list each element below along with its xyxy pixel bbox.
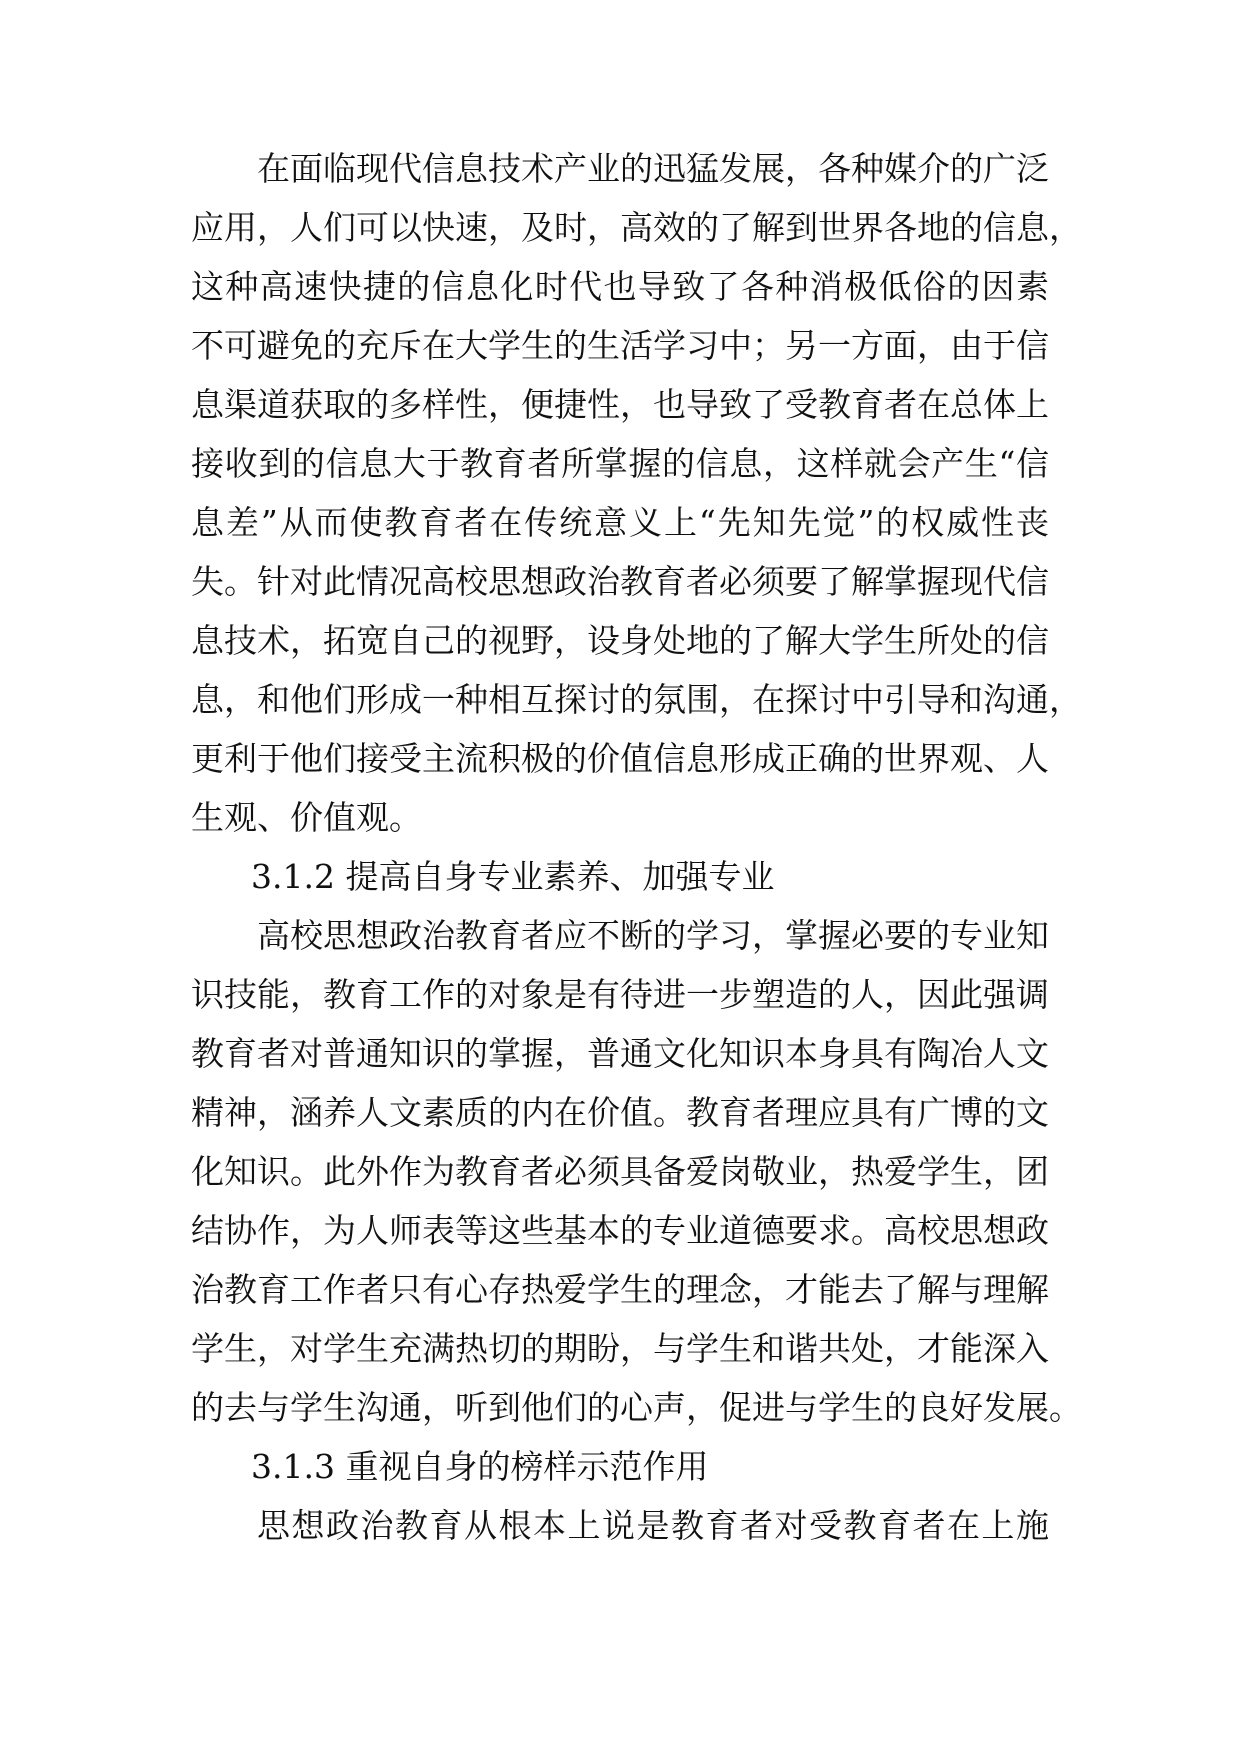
section-heading: 3.1.3 重视自身的榜样示范作用 [251, 1447, 709, 1486]
paragraph-line: 的去与学生沟通，听到他们的心声，促进与学生的良好发展。 [191, 1388, 1082, 1427]
paragraph-line: 学生，对学生充满热切的期盼，与学生和谐共处，才能深入 [191, 1329, 1049, 1368]
paragraph-line: 失。针对此情况高校思想政治教育者必须要了解掌握现代信 [191, 562, 1049, 601]
paragraph-line: 结协作，为人师表等这些基本的专业道德要求。高校思想政 [191, 1211, 1049, 1250]
paragraph-line: 息差”从而使教育者在传统意义上“先知先觉”的权威性丧 [191, 503, 1049, 542]
paragraph-line: 生观、价值观。 [191, 798, 422, 837]
paragraph-line: 思想政治教育从根本上说是教育者对受教育者在上施 [257, 1506, 1049, 1545]
paragraph-line: 高校思想政治教育者应不断的学习，掌握必要的专业知 [257, 916, 1049, 955]
paragraph-line: 息技术，拓宽自己的视野，设身处地的了解大学生所处的信 [191, 621, 1049, 660]
paragraph-line: 这种高速快捷的信息化时代也导致了各种消极低俗的因素 [191, 267, 1049, 306]
paragraph-line: 化知识。此外作为教育者必须具备爱岗敬业，热爱学生，团 [191, 1152, 1049, 1191]
paragraph-line: 不可避免的充斥在大学生的生活学习中；另一方面，由于信 [191, 326, 1049, 365]
paragraph-line: 识技能，教育工作的对象是有待进一步塑造的人，因此强调 [191, 975, 1049, 1014]
paragraph-line: 息渠道获取的多样性，便捷性，也导致了受教育者在总体上 [191, 385, 1049, 424]
section-heading: 3.1.2 提高自身专业素养、加强专业 [251, 857, 775, 896]
paragraph-line: 应用，人们可以快速，及时，高效的了解到世界各地的信息， [191, 208, 1082, 247]
paragraph-line: 在面临现代信息技术产业的迅猛发展，各种媒介的广泛 [257, 149, 1049, 188]
paragraph-line: 治教育工作者只有心存热爱学生的理念，才能去了解与理解 [191, 1270, 1049, 1309]
paragraph-line: 息，和他们形成一种相互探讨的氛围，在探讨中引导和沟通， [191, 680, 1082, 719]
paragraph-line: 精神，涵养人文素质的内在价值。教育者理应具有广博的文 [191, 1093, 1049, 1132]
paragraph-line: 更利于他们接受主流积极的价值信息形成正确的世界观、人 [191, 739, 1049, 778]
paragraph-line: 教育者对普通知识的掌握，普通文化知识本身具有陶冶人文 [191, 1034, 1049, 1073]
paragraph-line: 接收到的信息大于教育者所掌握的信息，这样就会产生“信 [191, 444, 1049, 483]
